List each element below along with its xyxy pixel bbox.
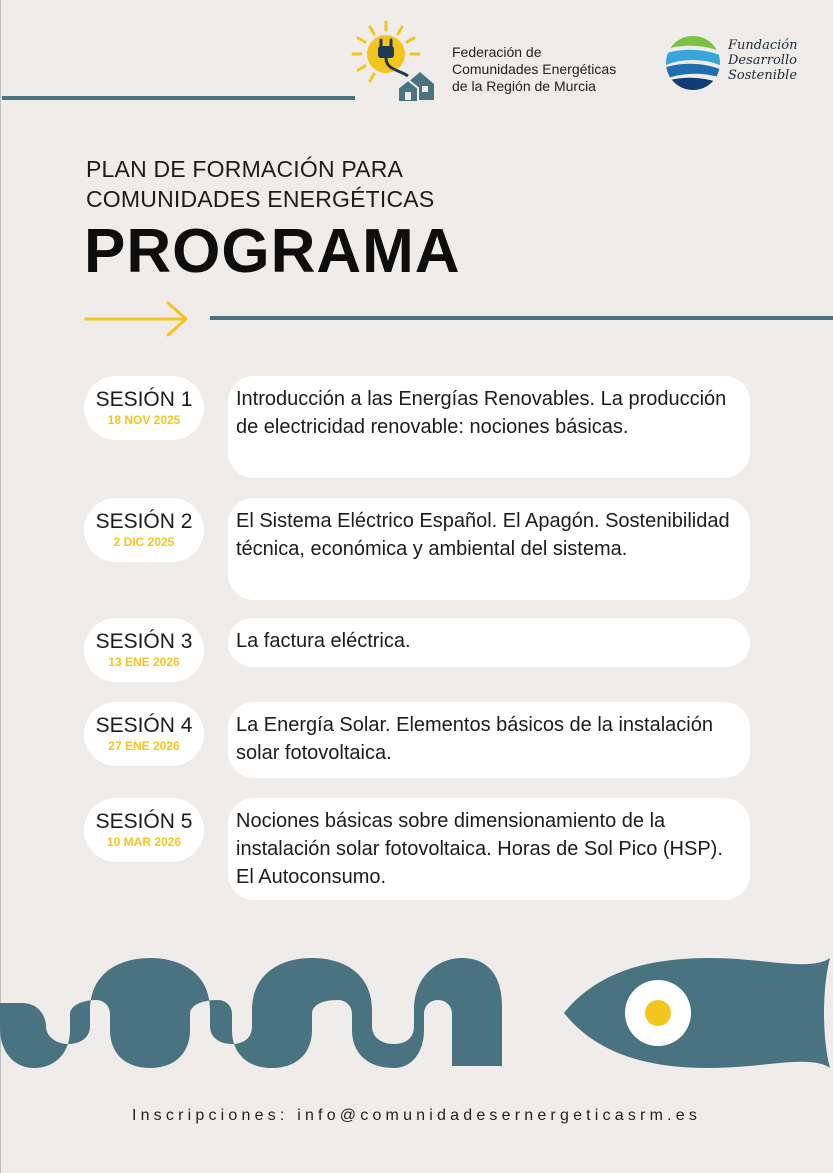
program-heading: PROGRAMA [84,217,461,286]
federation-name [452,44,652,95]
session-description: La factura eléctrica. [228,618,750,667]
foundation-line-1: Fundación [728,38,798,53]
session-date: 2 DIC 2025 [113,535,175,549]
foundation-line-3: Sostenible [728,68,798,83]
session-label: SESIÓN 4 [95,714,193,737]
plan-title [86,154,434,214]
federation-line-3: de la Región de Murcia [452,78,596,94]
session-badge [84,376,204,440]
title-divider [210,316,833,320]
registration-footer: Inscripciones: info@comunidadesernergeticasrm.es [131,1107,702,1124]
foundation-logo [664,34,722,92]
session-description: El Sistema Eléctrico Español. El Apagón. Sostenibilidad técnica, económica y ambiental del sistema. [228,498,750,600]
session-badge [84,702,204,766]
foundation-name [728,38,828,83]
session-date: 13 ENE 2026 [108,655,180,669]
wave-decoration [0,958,510,1068]
session-badge [84,618,204,682]
session-description: La Energía Solar. Elementos básicos de la instalación solar fotovoltaica. [228,702,750,778]
arrow-right-icon [84,300,194,338]
session-label: SESIÓN 2 [95,510,193,533]
session-date: 10 MAR 2026 [106,835,182,849]
federation-line-2: Comunidades Energéticas [452,61,617,77]
foundation-line-2: Desarrollo [728,53,797,68]
eye-icon [560,958,833,1068]
session-description: Nociones básicas sobre dimensionamiento de la instalación solar fotovoltaica. Horas de Sol Pico (HSP). El Autoconsumo. [228,798,750,900]
federation-line-1: Federación de [452,44,542,60]
session-label: SESIÓN 5 [95,810,193,833]
session-label: SESIÓN 3 [95,630,193,653]
session-date: 18 NOV 2025 [107,413,181,427]
session-description: Introducción a las Energías Renovables. La producción de electricidad renovable: nociones básicas. [228,376,750,478]
federation-logo [350,18,445,104]
session-badge [84,498,204,562]
session-label: SESIÓN 1 [95,388,193,411]
session-badge [84,798,204,862]
session-date: 27 ENE 2026 [108,739,180,753]
header-divider [2,96,355,100]
plan-title-line-1: PLAN DE FORMACIÓN PARA [86,156,404,182]
plan-title-line-2: COMUNIDADES ENERGÉTICAS [86,186,435,212]
